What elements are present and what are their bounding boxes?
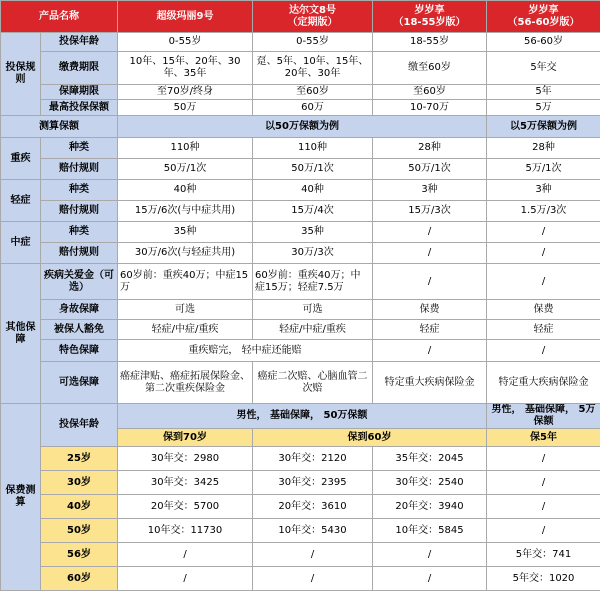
premium-cell: / (487, 519, 600, 543)
critical-category: 重疾 (1, 138, 41, 180)
premium-band-right: 男性， 基础保障， 5万保额 (487, 404, 600, 429)
optional-cell: 癌症津贴、癌症拓展保险金、第二次重疾保险金 (118, 362, 253, 404)
premium-cell: / (253, 543, 373, 567)
premium-cell: / (253, 567, 373, 591)
rule-cell: 50万/1次 (253, 159, 373, 180)
measure-row (1, 116, 600, 138)
care-cell: 60岁前：重疾40万；中症15万；轻症7.5万 (253, 264, 373, 300)
measure-label: 测算保额 (1, 116, 118, 138)
rule-cell: 30万/6次(与轻症共用) (118, 243, 253, 264)
premium-age: 56岁 (41, 543, 118, 567)
special-row (1, 340, 600, 362)
premium-cell: 30年交：3425 (118, 471, 253, 495)
kinds-cell: 3种 (487, 180, 600, 201)
premium-cell: 5年交：1020 (487, 567, 600, 591)
rule-cell: 60万 (253, 100, 373, 116)
rules-category: 投保规则 (1, 33, 41, 116)
rule-cell: 15万/6次(与中症共用) (118, 201, 253, 222)
death-label: 身故保障 (41, 300, 118, 320)
rule-cell: 10-70万 (373, 100, 487, 116)
rule-row-max (1, 100, 600, 116)
rule-label: 投保年龄 (41, 33, 118, 52)
kinds-label: 种类 (41, 180, 118, 201)
product-name-header: 产品名称 (1, 1, 118, 33)
premium-cell: 10年交：11730 (118, 519, 253, 543)
waiver-cell: 轻症/中症/重疾 (118, 320, 253, 340)
kinds-cell: 3种 (373, 180, 487, 201)
rule-row-term (1, 85, 600, 100)
care-cell: / (373, 264, 487, 300)
measure-note-left: 以50万保额为例 (118, 116, 487, 138)
premium-cell: 30年交：2980 (118, 447, 253, 471)
premium-cell: / (373, 543, 487, 567)
premium-cell: / (373, 567, 487, 591)
other-category: 其他保障 (1, 264, 41, 404)
premium-age: 50岁 (41, 519, 118, 543)
kinds-cell: 35种 (253, 222, 373, 243)
premium-age-label: 投保年龄 (41, 404, 118, 447)
premium-sub-right: 保5年 (487, 429, 600, 447)
rule-cell: 10年、15年、20年、30年、35年 (118, 52, 253, 85)
rule-cell: 0-55岁 (118, 33, 253, 52)
optional-cell: 特定重大疾病保险金 (487, 362, 600, 404)
waiver-label: 被保人豁免 (41, 320, 118, 340)
rule-label: 赔付规则 (41, 201, 118, 222)
premium-category: 保费测算 (1, 404, 41, 591)
premium-cell: 5年交：741 (487, 543, 600, 567)
premium-cell: / (487, 447, 600, 471)
premium-cell: / (118, 543, 253, 567)
rule-cell: 缴至60岁 (373, 52, 487, 85)
special-merged-cell: 重疾赔完， 轻中症还能赔 (118, 340, 373, 362)
measure-note-right: 以5万保额为例 (487, 116, 600, 138)
premium-cell: / (487, 495, 600, 519)
premium-age: 25岁 (41, 447, 118, 471)
death-cell: 可选 (253, 300, 373, 320)
waiver-cell: 轻症 (487, 320, 600, 340)
waiver-cell: 轻症/中症/重疾 (253, 320, 373, 340)
premium-cell: 30年交：2540 (373, 471, 487, 495)
care-row (1, 264, 600, 300)
premium-sub-left: 保到70岁 (118, 429, 253, 447)
death-cell: 保费 (373, 300, 487, 320)
moderate-category: 中症 (1, 222, 41, 264)
rule-cell: 至60岁 (373, 85, 487, 100)
moderate-rule-row (1, 243, 600, 264)
rule-cell: 趸、5年、10年、15年、20年、30年 (253, 52, 373, 85)
premium-row (1, 447, 600, 471)
premium-cell: 10年交：5430 (253, 519, 373, 543)
premium-cell: 30年交：2395 (253, 471, 373, 495)
special-cell: / (373, 340, 487, 362)
kinds-cell: / (487, 222, 600, 243)
product-header-4: 岁岁享 （56-60岁版） (487, 1, 600, 33)
rule-cell: / (373, 243, 487, 264)
rule-cell: 18-55岁 (373, 33, 487, 52)
rule-cell: 至70岁/终身 (118, 85, 253, 100)
kinds-cell: 40种 (253, 180, 373, 201)
product-header-1: 超级玛丽9号 (118, 1, 253, 33)
premium-cell: 35年交：2045 (373, 447, 487, 471)
special-cell: / (487, 340, 600, 362)
kinds-cell: 40种 (118, 180, 253, 201)
death-row (1, 300, 600, 320)
header-row (1, 1, 600, 33)
moderate-kinds-row (1, 222, 600, 243)
rule-cell: 56-60岁 (487, 33, 600, 52)
kinds-cell: 28种 (487, 138, 600, 159)
rule-cell: 5万 (487, 100, 600, 116)
critical-rule-row (1, 159, 600, 180)
critical-kinds-row (1, 138, 600, 159)
rule-cell: 5年 (487, 85, 600, 100)
premium-row (1, 567, 600, 591)
mild-category: 轻症 (1, 180, 41, 222)
product-header-2: 达尔文8号 （定期版） (253, 1, 373, 33)
kinds-cell: 28种 (373, 138, 487, 159)
premium-age: 60岁 (41, 567, 118, 591)
mild-kinds-row (1, 180, 600, 201)
premium-cell: / (118, 567, 253, 591)
premium-sub-mid: 保到60岁 (253, 429, 487, 447)
rule-cell: 50万 (118, 100, 253, 116)
special-label: 特色保障 (41, 340, 118, 362)
premium-cell: 30年交：2120 (253, 447, 373, 471)
premium-cell: 10年交：5845 (373, 519, 487, 543)
care-cell: / (487, 264, 600, 300)
death-cell: 可选 (118, 300, 253, 320)
premium-row (1, 495, 600, 519)
rule-cell: 0-55岁 (253, 33, 373, 52)
premium-band-row (1, 404, 600, 429)
optional-label: 可选保障 (41, 362, 118, 404)
care-label: 疾病关爱金（可选） (41, 264, 118, 300)
rule-cell: / (487, 243, 600, 264)
kinds-cell: 110种 (118, 138, 253, 159)
premium-cell: 20年交：3940 (373, 495, 487, 519)
rule-label: 最高投保保额 (41, 100, 118, 116)
rule-label: 缴费期限 (41, 52, 118, 85)
rule-cell: 15万/4次 (253, 201, 373, 222)
kinds-label: 种类 (41, 222, 118, 243)
care-cell: 60岁前：重疾40万；中症15万 (118, 264, 253, 300)
rule-cell: 50万/1次 (118, 159, 253, 180)
death-cell: 保费 (487, 300, 600, 320)
rule-label: 赔付规则 (41, 243, 118, 264)
rule-cell: 5年交 (487, 52, 600, 85)
product-header-3: 岁岁享 （18-55岁版） (373, 1, 487, 33)
waiver-row (1, 320, 600, 340)
kinds-cell: / (373, 222, 487, 243)
rule-cell: 1.5万/3次 (487, 201, 600, 222)
kinds-cell: 110种 (253, 138, 373, 159)
rule-label: 保障期限 (41, 85, 118, 100)
premium-band-left: 男性， 基础保障， 50万保额 (118, 404, 487, 429)
rule-row-age (1, 33, 600, 52)
premium-cell: 20年交：5700 (118, 495, 253, 519)
rule-cell: 至60岁 (253, 85, 373, 100)
premium-row (1, 471, 600, 495)
premium-cell: / (487, 471, 600, 495)
premium-row (1, 519, 600, 543)
optional-cell: 特定重大疾病保险金 (373, 362, 487, 404)
rule-row-pay (1, 52, 600, 85)
premium-cell: 20年交：3610 (253, 495, 373, 519)
kinds-cell: 35种 (118, 222, 253, 243)
rule-cell: 50万/1次 (373, 159, 487, 180)
premium-age: 30岁 (41, 471, 118, 495)
optional-cell: 癌症二次赔、心脑血管二次赔 (253, 362, 373, 404)
kinds-label: 种类 (41, 138, 118, 159)
rule-label: 赔付规则 (41, 159, 118, 180)
rule-cell: 5万/1次 (487, 159, 600, 180)
mild-rule-row (1, 201, 600, 222)
rule-cell: 15万/3次 (373, 201, 487, 222)
waiver-cell: 轻症 (373, 320, 487, 340)
premium-age: 40岁 (41, 495, 118, 519)
rule-cell: 30万/3次 (253, 243, 373, 264)
optional-row (1, 362, 600, 404)
premium-row (1, 543, 600, 567)
